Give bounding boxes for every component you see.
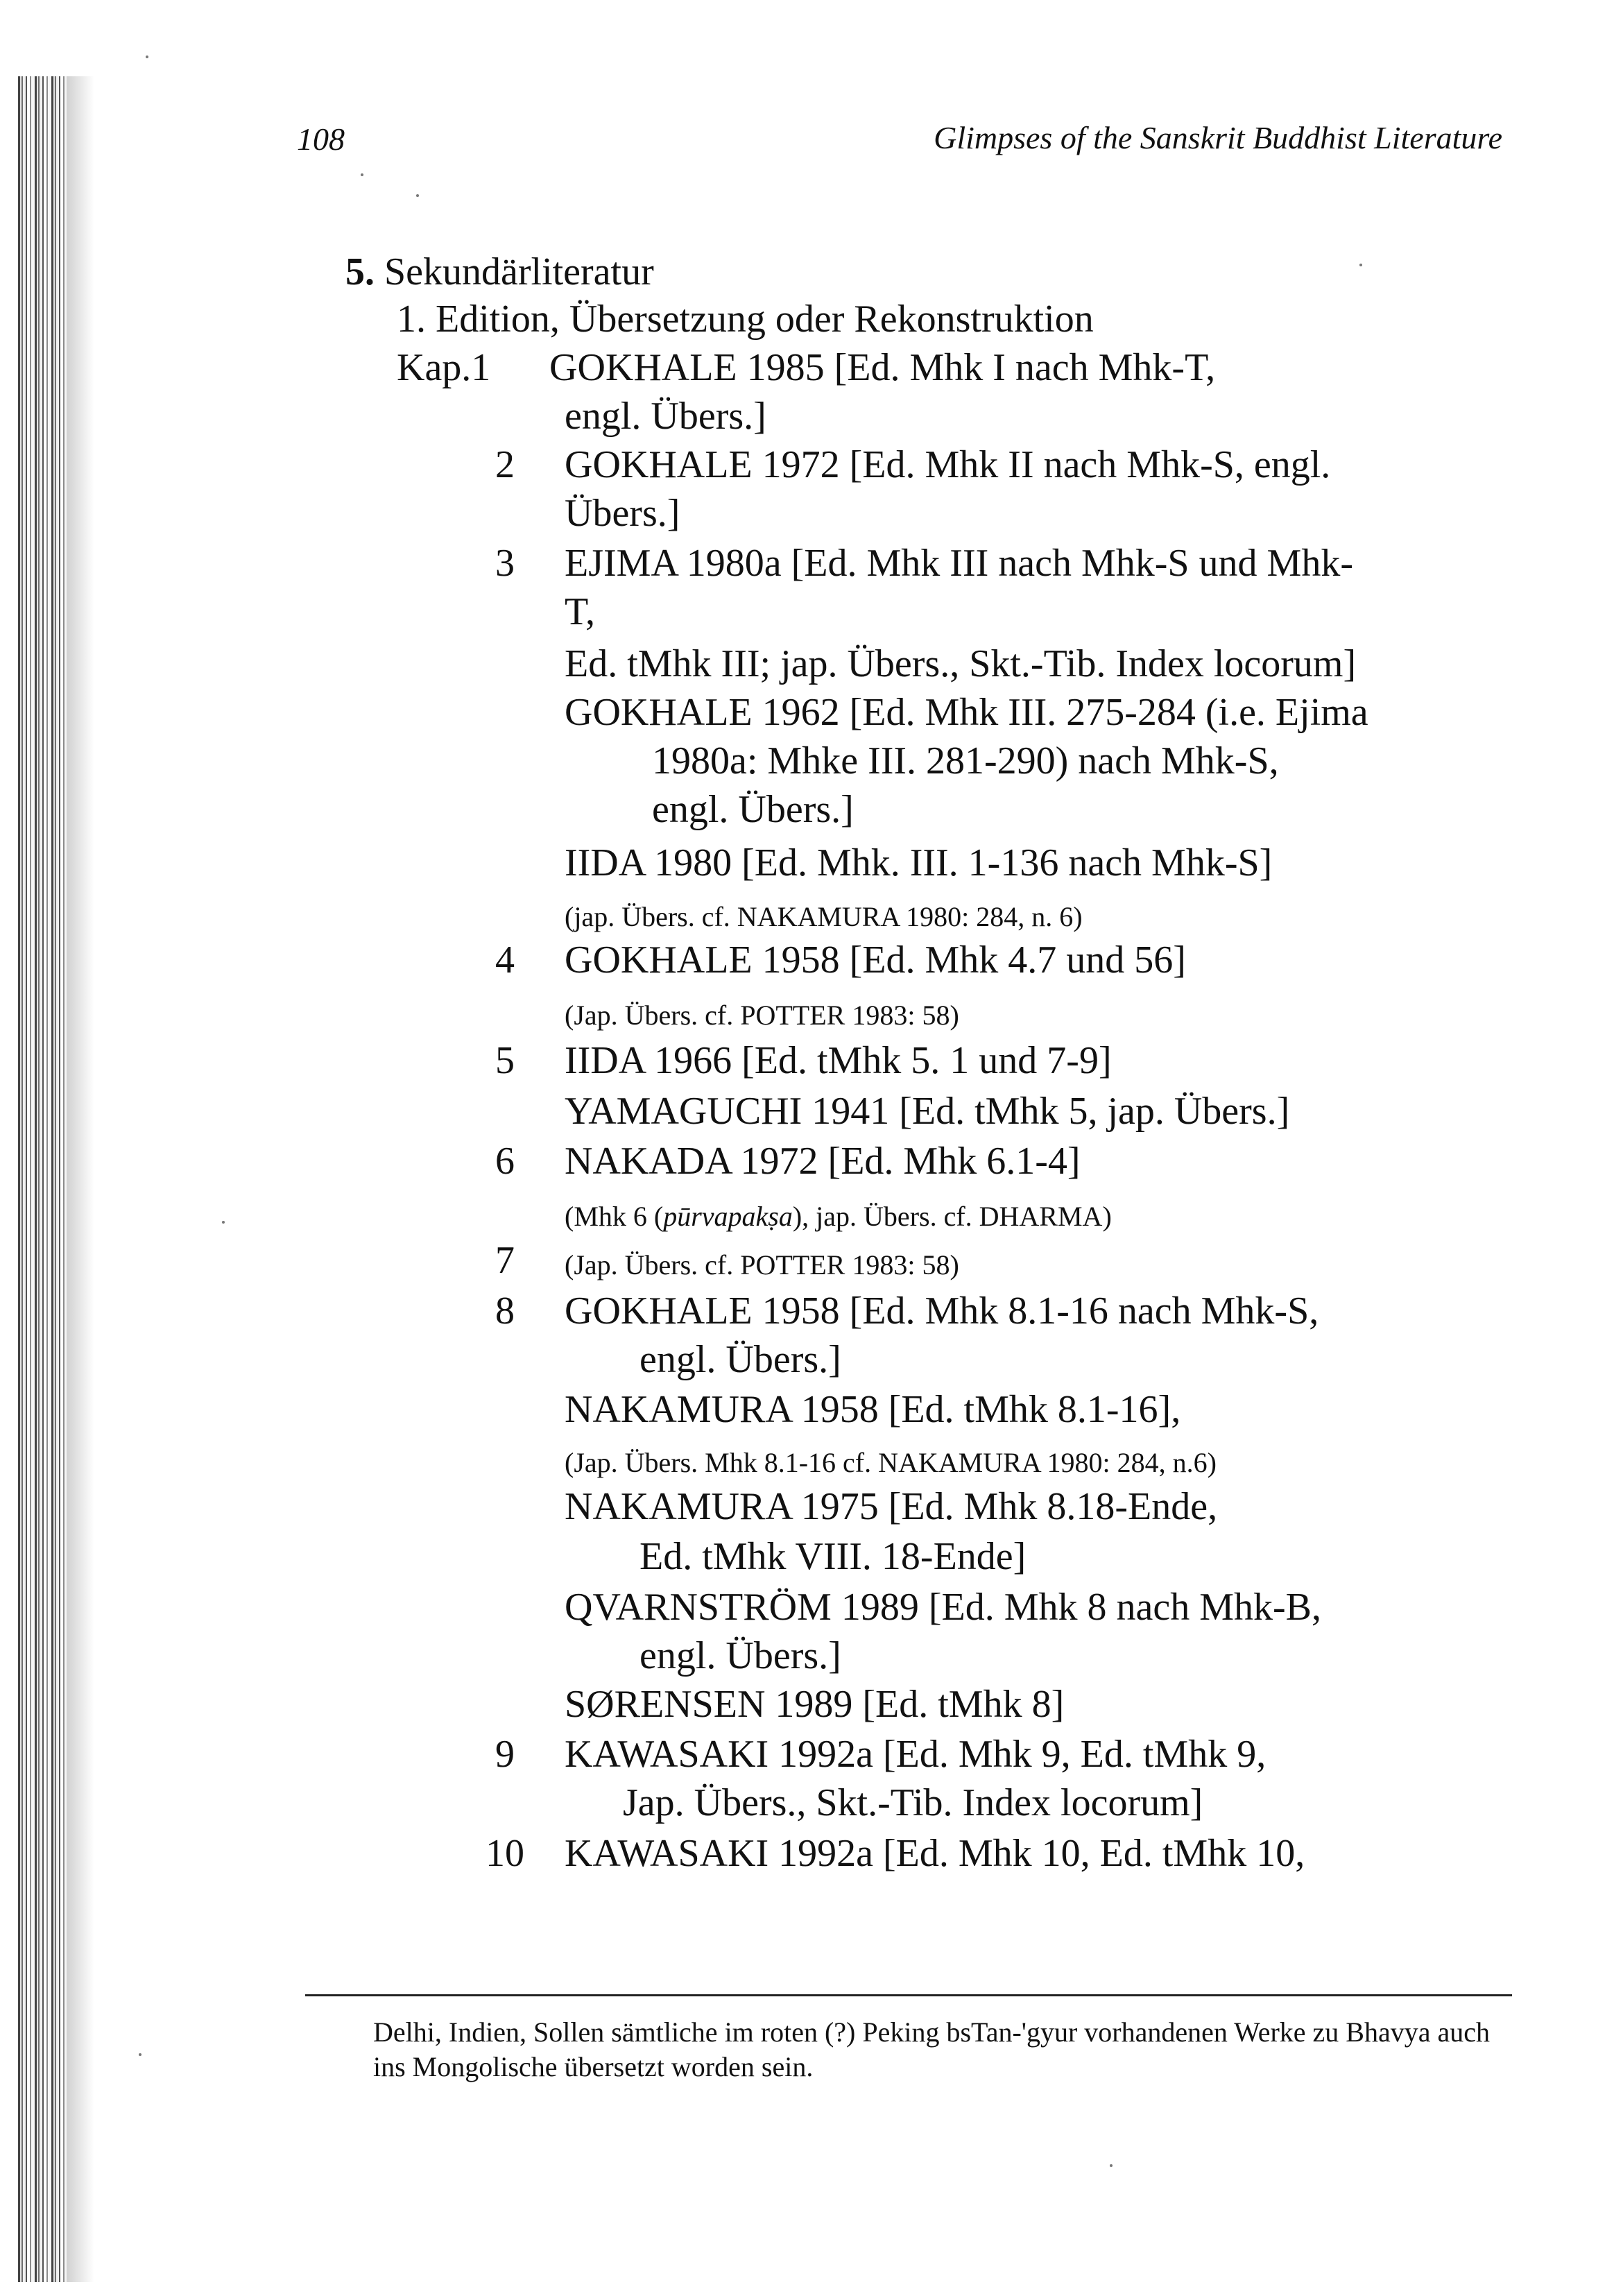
- entry-line: engl. Übers.]: [565, 395, 766, 438]
- entry-note: [565, 1200, 1112, 1233]
- entry-line: Ed. tMhk VIII. 18-Ende]: [639, 1535, 1027, 1578]
- note-text: ), jap. Übers. cf. DHARMA): [792, 1201, 1112, 1232]
- section-heading: [345, 250, 654, 294]
- note-italic-term: pūrvapakṣa: [663, 1201, 793, 1232]
- entry-line: NAKAMURA 1958 [Ed. tMhk 8.1-16],: [565, 1388, 1181, 1431]
- scan-speck: [416, 194, 419, 197]
- chapter-number: 8: [495, 1290, 515, 1333]
- entry-line: Übers.]: [565, 492, 680, 535]
- entry-line: KAWASAKI 1992a [Ed. Mhk 9, Ed. tMhk 9,: [565, 1733, 1266, 1776]
- chapter-label-kap1: Kap.1: [397, 346, 491, 389]
- book-spine-shadow: [18, 76, 67, 2282]
- entry-line: NAKADA 1972 [Ed. Mhk 6.1-4]: [565, 1140, 1081, 1183]
- running-title: Glimpses of the Sanskrit Buddhist Literature: [934, 120, 1502, 155]
- chapter-number: 2: [495, 443, 515, 486]
- entry-line: NAKAMURA 1975 [Ed. Mhk 8.18-Ende,: [565, 1485, 1218, 1528]
- chapter-number: 6: [495, 1140, 515, 1183]
- section-number: 5.: [345, 250, 375, 293]
- entry-line: engl. Übers.]: [639, 1634, 841, 1677]
- chapter-number: 9: [495, 1733, 515, 1776]
- entry-line: GOKHALE 1962 [Ed. Mhk III. 275-284 (i.e. Ejima: [565, 691, 1368, 734]
- scan-speck: [1359, 264, 1362, 266]
- chapter-number: 5: [495, 1039, 515, 1082]
- entry-line: Ed. tMhk III; jap. Übers., Skt.-Tib. Index locorum]: [565, 642, 1357, 685]
- gutter-shadow: [67, 76, 94, 2282]
- scan-speck: [361, 173, 363, 176]
- entry-line: engl. Übers.]: [639, 1338, 841, 1381]
- entry-note: (Jap. Übers. cf. POTTER 1983: 58): [565, 1000, 959, 1031]
- subsection-heading: 1. Edition, Übersetzung oder Rekonstruktion: [397, 298, 1094, 341]
- entry-line: T,: [565, 590, 596, 633]
- entry-line: EJIMA 1980a [Ed. Mhk III nach Mhk-S und Mhk-: [565, 542, 1353, 585]
- entry-line: QVARNSTRÖM 1989 [Ed. Mhk 8 nach Mhk-B,: [565, 1586, 1321, 1629]
- entry-note: (Jap. Übers. cf. POTTER 1983: 58): [565, 1249, 959, 1280]
- chapter-number: 7: [495, 1239, 515, 1282]
- entry-line: GOKHALE 1985 [Ed. Mhk I nach Mhk-T,: [549, 346, 1216, 389]
- entry-line: engl. Übers.]: [652, 788, 854, 831]
- scan-speck: [1110, 2164, 1113, 2167]
- entry-line: KAWASAKI 1992a [Ed. Mhk 10, Ed. tMhk 10,: [565, 1832, 1305, 1875]
- chapter-number: 3: [495, 542, 515, 585]
- footnote-rule: [305, 1994, 1512, 1996]
- chapter-number: 10: [486, 1832, 524, 1875]
- page-number: 108: [297, 121, 345, 157]
- entry-line: GOKHALE 1958 [Ed. Mhk 8.1-16 nach Mhk-S,: [565, 1290, 1319, 1333]
- entry-note: (jap. Übers. cf. NAKAMURA 1980: 284, n. 6): [565, 901, 1083, 932]
- entry-line: IIDA 1966 [Ed. tMhk 5. 1 und 7-9]: [565, 1039, 1112, 1082]
- entry-line: IIDA 1980 [Ed. Mhk. III. 1-136 nach Mhk-S]: [565, 841, 1273, 884]
- entry-line: SØRENSEN 1989 [Ed. tMhk 8]: [565, 1683, 1065, 1726]
- scan-speck: [139, 2053, 141, 2056]
- entry-line: Jap. Übers., Skt.-Tib. Index locorum]: [623, 1781, 1203, 1824]
- entry-line: GOKHALE 1958 [Ed. Mhk 4.7 und 56]: [565, 939, 1186, 982]
- entry-line: 1980a: Mhke III. 281-290) nach Mhk-S,: [652, 739, 1279, 782]
- scan-speck: [146, 55, 148, 58]
- section-title: Sekundärliteratur: [384, 250, 654, 293]
- scan-speck: [222, 1221, 225, 1224]
- entry-line: GOKHALE 1972 [Ed. Mhk II nach Mhk-S, engl.: [565, 443, 1331, 486]
- chapter-number: 4: [495, 939, 515, 982]
- entry-line: YAMAGUCHI 1941 [Ed. tMhk 5, jap. Übers.]: [565, 1090, 1290, 1133]
- entry-note: (Jap. Übers. Mhk 8.1-16 cf. NAKAMURA 1980: 284, n.6): [565, 1447, 1217, 1478]
- note-text: (Mhk 6 (: [565, 1201, 664, 1232]
- footnote: Delhi, Indien, Sollen sämtliche im roten (?) Peking bsTan-'gyur vorhandenen Werke zu Bhavya auch ins Mongolische übersetzt worden sein.: [373, 2016, 1490, 2082]
